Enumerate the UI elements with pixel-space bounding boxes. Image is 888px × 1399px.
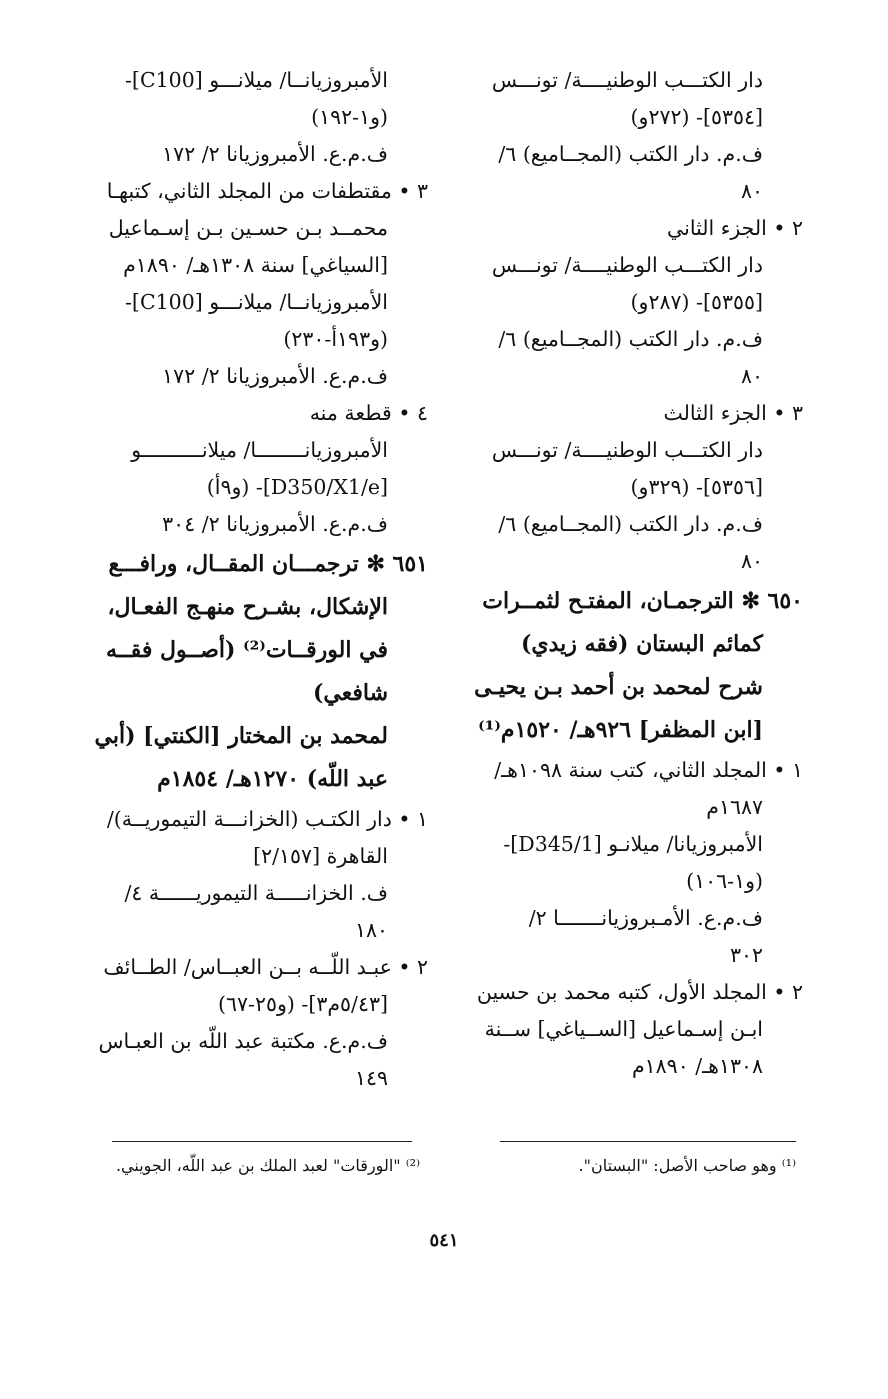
entry-heading-line: شافعي) <box>312 680 388 706</box>
entry-heading-line: لمحمد بن المختار [الكنتي] (أبي <box>94 723 388 749</box>
text-line: ف.م.ع. الأمبروزيانا ٢/ ١٧٢ <box>162 142 388 166</box>
text-line: الأمبروزيانــا/ ميلانـــو [C100]- <box>125 68 388 92</box>
text-line: ف.م. دار الكتب (المجــاميع) ٦/ <box>498 512 763 536</box>
entry-heading-line: الإشكال، بشـرح منهـج الفعـال، <box>107 594 388 620</box>
entry-heading-line: ٦٥٠ ✻ الترجمـان، المفتـح لثمــرات <box>482 588 803 614</box>
entry-heading-line: عبد اللّه) ١٢٧٠هـ/ ١٨٥٤م <box>157 766 388 792</box>
text-line: ٨٠ <box>740 364 763 388</box>
entry-heading-line: كمائم البستان (فقه زيدي) <box>521 631 763 657</box>
text-line: ف. الخزانـــــة التيموريــــــة ٤/ <box>124 881 388 905</box>
text-line: ٨٠ <box>740 179 763 203</box>
text-line: ١ • دار الكتـب (الخزانـــة التيموريــة)/ <box>106 807 428 831</box>
entry-heading-line: ٦٥١ ✻ ترجمـــان المقــال، ورافـــع <box>108 551 428 577</box>
text-line: الأمبروزيانا/ ميلانـو [D345/1]- <box>503 832 763 856</box>
text-line: ٢ • عبـد اللّــه بــن العبــاس/ الطــائف <box>103 955 428 979</box>
text-line: ١ • المجلد الثاني، كتب سنة ١٠٩٨هـ/ <box>494 758 803 782</box>
text-line: ٣ • الجزء الثالث <box>663 401 803 425</box>
text-line: ف.م.ع. الأمبروزيانا ٢/ ٣٠٤ <box>162 512 388 536</box>
text-line: (و١٩٣أ-٢٣٠) <box>283 327 388 351</box>
page-number: ٥٤١ <box>429 1230 459 1251</box>
entry-heading-line: في الورقــات⁽²⁾ (أصــول فقــه <box>106 637 388 663</box>
text-line: ٣٠٢ <box>729 943 763 967</box>
text-line: ف.م.ع. مكتبة عبد اللّه بن العبـاس <box>98 1029 388 1053</box>
text-line: القاهرة [٢/١٥٧] <box>253 844 388 868</box>
text-line: ٢ • الجزء الثاني <box>667 216 803 240</box>
text-line: دار الكتـــب الوطنيــــة/ تونـــس <box>491 438 763 462</box>
text-line: ف.م. دار الكتب (المجــاميع) ٦/ <box>498 327 763 351</box>
text-line: دار الكتـــب الوطنيــــة/ تونـــس <box>491 68 763 92</box>
entry-heading-line: شرح لمحمد بن أحمد بـن يحيـى <box>474 674 763 700</box>
text-line: ف.م.ع. الأمـبروزيانـــــــا ٢/ <box>528 906 763 930</box>
right-column <box>465 62 803 1085</box>
text-line: ف.م.ع. الأمبروزيانا ٢/ ١٧٢ <box>162 364 388 388</box>
text-line: [٥٣٥٦]- (٣٢٩و) <box>630 475 763 499</box>
text-line: محمــد بـن حسـين بـن إسـماعيل <box>108 216 388 240</box>
text-line: ٤ • قطعة منه <box>309 401 428 425</box>
text-line: ٨٠ <box>740 549 763 573</box>
text-line: ف.م. دار الكتب (المجــاميع) ٦/ <box>498 142 763 166</box>
text-line: ٢ • المجلد الأول، كتبه محمد بن حسين <box>476 980 803 1004</box>
text-line: ابـن إسـماعيل [الســياغي] ســنة <box>484 1017 763 1041</box>
text-line: ١٨٠ <box>354 918 388 942</box>
entry-heading-line: [ابن المظفر] ٩٢٦هـ/ ١٥٢٠م⁽¹⁾ <box>478 717 763 743</box>
text-line: (و١-١٩٢) <box>311 105 388 129</box>
text-line: ١٤٩ <box>354 1066 388 1090</box>
footnote-divider-right <box>500 1141 796 1142</box>
left-column <box>80 62 428 1097</box>
text-line: [٥٣٥٥]- (٢٨٧و) <box>630 290 763 314</box>
footnote-divider-left <box>112 1141 412 1142</box>
text-line: [السياغي] سنة ١٣٠٨هـ/ ١٨٩٠م <box>123 253 388 277</box>
text-line: الأمبروزيانــا/ ميلانـــو [C100]- <box>125 290 388 314</box>
text-line: [٥٣٥٤]- (٢٧٢و) <box>630 105 763 129</box>
text-line: ١٦٨٧م <box>706 795 763 819</box>
text-line: ١٣٠٨هـ/ ١٨٩٠م <box>631 1054 763 1078</box>
text-line: (و١-١٠٦) <box>686 869 763 893</box>
text-line: الأمبروزيانــــــــا/ ميلانــــــــــو <box>131 438 388 462</box>
text-line: [٥/٤٣م٣]- (و٢٥-٦٧) <box>217 992 388 1016</box>
text-line: ٣ • مقتطفات من المجلد الثاني، كتبهـا <box>106 179 428 203</box>
text-line: دار الكتـــب الوطنيــــة/ تونـــس <box>491 253 763 277</box>
footnote-2: ⁽²⁾ "الورقات" لعبد الملك بن عبد اللّه، الجويني. <box>115 1156 420 1175</box>
footnote-1: ⁽¹⁾ وهو صاحب الأصل: "البستان". <box>578 1156 796 1175</box>
text-line: [D350/X1/e]- (و٩أ) <box>206 475 388 499</box>
